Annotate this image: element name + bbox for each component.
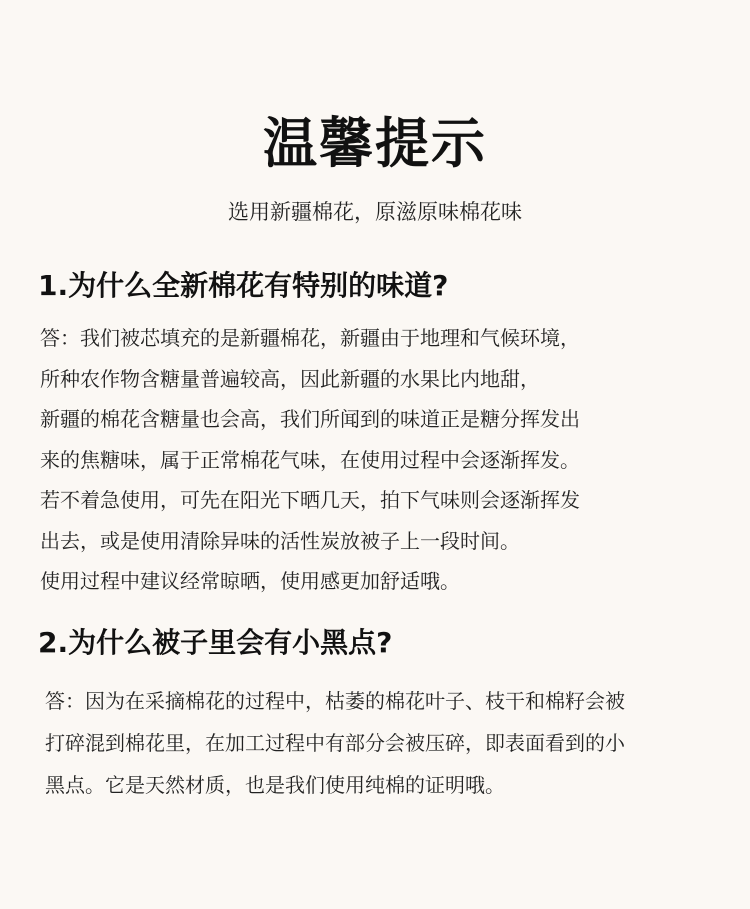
faq-answer-2 xyxy=(45,680,625,806)
faq-question-2: 2.为什么被子里会有小黑点? xyxy=(38,626,393,659)
answer-line: 来的焦糖味，属于正常棉花气味，在使用过程中会逐渐挥发。 xyxy=(40,447,580,472)
answer-line: 新疆的棉花含糖量也会高，我们所闻到的味道正是糖分挥发出 xyxy=(40,407,580,431)
faq-question-1: 1.为什么全新棉花有特别的味道? xyxy=(38,269,449,302)
answer-line: 打碎混到棉花里，在加工过程中有部分会被压碎，即表面看到的小 xyxy=(45,731,625,755)
answer-line: 所种农作物含糖量普遍较高，因此新疆的水果比内地甜， xyxy=(40,366,540,391)
answer-line: 黑点。它是天然材质，也是我们使用纯棉的证明哦。 xyxy=(45,773,505,797)
answer-line: 使用过程中建议经常晾晒，使用感更加舒适哦。 xyxy=(40,569,460,593)
answer-line: 若不着急使用，可先在阳光下晒几天，拍下气味则会逐渐挥发 xyxy=(40,488,580,512)
answer-line: 答：我们被芯填充的是新疆棉花，新疆由于地理和气候环境， xyxy=(40,326,580,350)
page-title: 温馨提示 xyxy=(263,112,487,175)
faq-answer-1 xyxy=(40,318,580,602)
answer-line: 出去，或是使用清除异味的活性炭放被子上一段时间。 xyxy=(40,528,520,553)
answer-line: 答：因为在采摘棉花的过程中，枯萎的棉花叶子、枝干和棉籽会被 xyxy=(45,689,625,713)
page-subtitle: 选用新疆棉花，原滋原味棉花味 xyxy=(228,200,522,224)
